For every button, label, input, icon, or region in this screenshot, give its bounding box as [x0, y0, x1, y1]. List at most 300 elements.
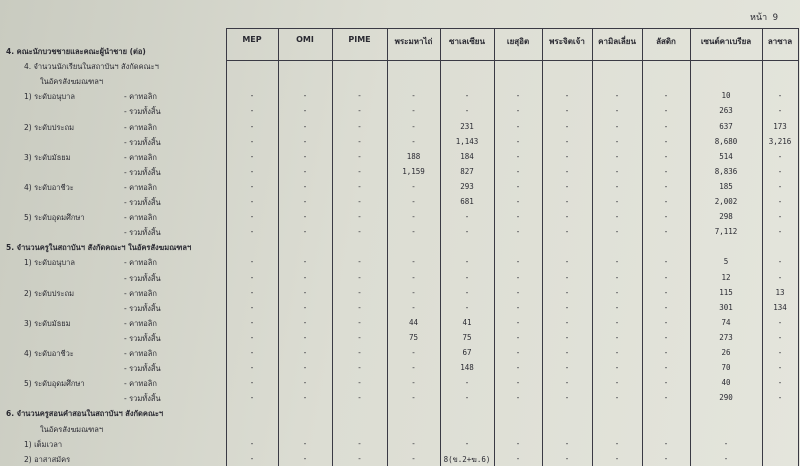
table-cell: - — [663, 273, 669, 282]
table-cell: - — [302, 454, 308, 463]
table-cell: - — [411, 303, 416, 312]
table-row — [0, 74, 800, 88]
table-row — [0, 316, 800, 330]
table-cell: - — [464, 212, 470, 221]
table-cell: - — [663, 227, 669, 236]
row-label: 1) ระดับอนุบาล — [24, 92, 75, 101]
table-cell: - — [777, 318, 783, 327]
table-cell: 44 — [408, 318, 419, 327]
table-cell: 293 — [460, 182, 474, 191]
table-cell: - — [515, 303, 521, 312]
table-cell: - — [357, 303, 362, 312]
table-cell: 290 — [719, 393, 733, 402]
table-cell: - — [777, 227, 783, 236]
table-cell: - — [777, 182, 783, 191]
row-sublabel: - รวมทั้งสิ้น — [124, 364, 161, 373]
table-cell: - — [249, 378, 255, 387]
row-label: 5. จำนวนครูในสถาบันฯ สังกัดคณะฯ ในอัครสังฆมณฑลฯ — [6, 243, 192, 252]
table-cell: - — [302, 273, 308, 282]
table-row — [0, 331, 800, 345]
table-cell: - — [411, 91, 416, 100]
column-header: เซนต์คาเบรียล — [700, 37, 752, 46]
table-cell: - — [302, 363, 308, 372]
column-header: พระมหาไถ่ — [394, 37, 433, 46]
table-cell: 41 — [462, 318, 472, 327]
table-cell: - — [564, 182, 570, 191]
table-cell: - — [464, 273, 470, 282]
table-row — [0, 180, 800, 194]
table-cell: 298 — [719, 212, 733, 221]
table-cell: - — [614, 212, 620, 221]
table-cell: - — [515, 257, 521, 266]
table-cell: - — [515, 137, 521, 146]
table-cell: - — [564, 227, 570, 236]
table-cell: - — [614, 152, 620, 161]
table-cell: 8,680 — [714, 137, 738, 146]
table-cell: 10 — [721, 91, 731, 100]
column-header: พระจิตเจ้า — [549, 37, 585, 46]
table-cell: - — [515, 91, 521, 100]
row-sublabel: - คาทอลิก — [124, 183, 157, 192]
table-cell: - — [302, 167, 308, 176]
table-cell: - — [564, 212, 570, 221]
table-cell: - — [249, 122, 255, 131]
table-cell: - — [302, 378, 308, 387]
table-cell: 7,112 — [714, 227, 738, 236]
row-sublabel: - รวมทั้งสิ้น — [124, 228, 161, 237]
table-cell: - — [464, 288, 470, 297]
row-label: ในอัครสังฆมณฑลฯ — [40, 77, 104, 86]
table-cell: - — [411, 439, 416, 448]
table-cell: - — [564, 303, 570, 312]
table-cell: - — [302, 333, 308, 342]
table-cell: 115 — [719, 288, 733, 297]
table-cell: - — [663, 363, 669, 372]
table-cell: 26 — [721, 348, 731, 357]
table-cell: - — [777, 197, 783, 206]
table-cell: - — [777, 393, 783, 402]
table-cell: - — [777, 212, 783, 221]
table-cell: - — [464, 257, 470, 266]
table-cell: - — [515, 378, 521, 387]
table-cell: - — [663, 439, 669, 448]
table-cell: - — [357, 91, 362, 100]
table-cell: - — [614, 197, 620, 206]
table-cell: - — [411, 212, 416, 221]
table-cell: - — [357, 137, 362, 146]
table-row — [0, 286, 800, 300]
row-label: 5) ระดับอุดมศึกษา — [24, 213, 85, 222]
row-label: ในอัครสังฆมณฑลฯ — [40, 425, 104, 434]
table-row — [0, 44, 800, 58]
table-cell: - — [249, 303, 255, 312]
table-cell: - — [411, 348, 416, 357]
table-cell: - — [663, 106, 669, 115]
table-cell: 3,216 — [768, 137, 792, 146]
table-cell: 301 — [719, 303, 733, 312]
table-row — [0, 301, 800, 315]
table-cell: - — [411, 378, 416, 387]
row-label: 2) ระดับประถม — [24, 289, 75, 298]
table-cell: - — [564, 378, 570, 387]
table-cell: - — [357, 273, 362, 282]
table-cell: 231 — [460, 122, 474, 131]
table-cell: 40 — [721, 378, 731, 387]
table-cell: - — [564, 122, 570, 131]
table-cell: - — [564, 152, 570, 161]
table-cell: - — [564, 106, 570, 115]
table-cell: - — [663, 303, 669, 312]
row-label: 6. จำนวนครูสอนคำสอนในสถาบันฯ สังกัดคณะฯ — [6, 409, 164, 418]
table-cell: - — [777, 378, 783, 387]
row-sublabel: - รวมทั้งสิ้น — [124, 304, 161, 313]
table-cell: - — [777, 167, 783, 176]
table-cell: 134 — [773, 303, 787, 312]
table-cell: - — [249, 106, 255, 115]
table-cell: - — [663, 288, 669, 297]
table-cell: 13 — [775, 288, 785, 297]
table-cell: - — [564, 393, 570, 402]
row-sublabel: - คาทอลิก — [124, 153, 157, 162]
table-row — [0, 361, 800, 375]
table-cell: - — [663, 167, 669, 176]
table-row — [0, 346, 800, 360]
table-cell: - — [515, 197, 521, 206]
table-cell: - — [614, 91, 620, 100]
table-cell: 1,159 — [402, 167, 425, 176]
table-cell: 8,836 — [714, 167, 738, 176]
table-cell: - — [411, 393, 416, 402]
table-cell: - — [723, 454, 729, 463]
row-sublabel: - คาทอลิก — [124, 319, 157, 328]
table-cell: - — [564, 137, 570, 146]
row-label: 5) ระดับอุดมศึกษา — [24, 379, 85, 388]
table-cell: 188 — [406, 152, 421, 161]
table-cell: - — [357, 333, 362, 342]
row-label: 4. คณะนักบวชชายและคณะผู้นำชาย (ต่อ) — [6, 47, 146, 56]
table-row — [0, 89, 800, 103]
row-sublabel: - คาทอลิก — [124, 123, 157, 132]
table-cell: - — [249, 454, 255, 463]
table-cell: - — [614, 257, 620, 266]
table-cell: - — [515, 318, 521, 327]
column-header: OMI — [296, 35, 314, 44]
table-cell: - — [302, 439, 308, 448]
table-cell: - — [614, 273, 620, 282]
table-cell: - — [249, 91, 255, 100]
table-cell: - — [777, 333, 783, 342]
table-cell: - — [357, 167, 362, 176]
table-cell: - — [663, 393, 669, 402]
table-cell: - — [464, 303, 470, 312]
page-number: หน้า 9 — [750, 13, 778, 23]
table-cell: - — [564, 454, 570, 463]
table-cell: - — [564, 257, 570, 266]
table-cell: - — [614, 106, 620, 115]
row-sublabel: - รวมทั้งสิ้น — [124, 198, 161, 207]
table-row — [0, 225, 800, 239]
table-cell: - — [357, 348, 362, 357]
table-cell: - — [564, 167, 570, 176]
table-cell: - — [302, 122, 308, 131]
table-cell: - — [302, 257, 308, 266]
row-label: 4. จำนวนนักเรียนในสถาบันฯ สังกัดคณะฯ — [24, 62, 159, 71]
table-cell: - — [614, 227, 620, 236]
table-cell: - — [614, 318, 620, 327]
table-cell: 67 — [462, 348, 472, 357]
table-cell: - — [614, 363, 620, 372]
table-cell: 514 — [719, 152, 733, 161]
table-cell: - — [302, 318, 308, 327]
row-label: 3) ระดับมัธยม — [24, 153, 71, 162]
table-row — [0, 391, 800, 405]
table-cell: - — [357, 454, 362, 463]
table-cell: - — [411, 137, 416, 146]
table-cell: - — [357, 393, 362, 402]
table-cell: 75 — [462, 333, 472, 342]
table-cell: - — [663, 348, 669, 357]
table-cell: - — [249, 273, 255, 282]
table-cell: - — [411, 227, 416, 236]
table-cell: - — [663, 152, 669, 161]
table-cell: - — [777, 91, 783, 100]
table-cell: - — [663, 454, 669, 463]
row-rule — [226, 28, 798, 29]
table-cell: - — [663, 91, 669, 100]
table-cell: - — [302, 152, 308, 161]
table-cell: - — [411, 288, 416, 297]
table-cell: - — [564, 288, 570, 297]
table-cell: 184 — [460, 152, 474, 161]
table-cell: - — [723, 439, 729, 448]
table-cell: - — [357, 227, 362, 236]
table-cell: - — [515, 288, 521, 297]
table-row — [0, 437, 800, 451]
table-cell: - — [663, 122, 669, 131]
table-cell: - — [614, 303, 620, 312]
row-label: 3) ระดับมัธยม — [24, 319, 71, 328]
table-cell: - — [663, 318, 669, 327]
column-header: ซาเลเซียน — [449, 37, 485, 46]
row-sublabel: - รวมทั้งสิ้น — [124, 334, 161, 343]
table-cell: - — [357, 363, 362, 372]
column-header: คามิลเลี่ยน — [598, 37, 636, 46]
table-cell: - — [357, 122, 362, 131]
table-cell: - — [614, 439, 620, 448]
table-cell: - — [357, 212, 362, 221]
row-label: 2) อาสาสมัคร — [24, 455, 71, 464]
table-cell: - — [357, 106, 362, 115]
table-cell: - — [614, 288, 620, 297]
table-cell: - — [663, 197, 669, 206]
table-cell: - — [357, 318, 362, 327]
table-cell: - — [302, 137, 308, 146]
table-cell: - — [614, 122, 620, 131]
table-cell: - — [302, 212, 308, 221]
column-header: ลาซาล — [767, 37, 793, 46]
row-label: 4) ระดับอาชีวะ — [24, 349, 74, 358]
table-cell: - — [614, 333, 620, 342]
table-cell: - — [302, 393, 308, 402]
table-row — [0, 135, 800, 149]
table-cell: - — [777, 106, 783, 115]
table-cell: - — [515, 227, 521, 236]
table-row — [0, 376, 800, 390]
table-row — [0, 271, 800, 285]
row-sublabel: - คาทอลิก — [124, 379, 157, 388]
row-sublabel: - คาทอลิก — [124, 92, 157, 101]
table-cell: - — [515, 212, 521, 221]
table-cell: 173 — [773, 122, 787, 131]
table-cell: - — [249, 212, 255, 221]
table-cell: - — [249, 333, 255, 342]
table-row — [0, 150, 800, 164]
table-cell: - — [357, 378, 362, 387]
column-header: เยสุอิต — [506, 37, 530, 46]
table-cell: - — [515, 152, 521, 161]
table-row — [0, 195, 800, 209]
table-cell: - — [357, 257, 362, 266]
row-sublabel: - คาทอลิก — [124, 213, 157, 222]
table-cell: - — [515, 122, 521, 131]
row-sublabel: - รวมทั้งสิ้น — [124, 107, 161, 116]
table-cell: 74 — [721, 318, 731, 327]
table-cell: - — [411, 363, 416, 372]
table-cell: - — [411, 273, 416, 282]
table-cell: - — [249, 363, 255, 372]
table-cell: - — [302, 106, 308, 115]
table-cell: - — [464, 91, 470, 100]
table-cell: - — [302, 182, 308, 191]
table-cell: - — [515, 273, 521, 282]
table-cell: - — [464, 106, 470, 115]
row-sublabel: - คาทอลิก — [124, 289, 157, 298]
table-cell: - — [777, 273, 783, 282]
table-row — [0, 422, 800, 436]
table-cell: - — [663, 212, 669, 221]
table-cell: - — [515, 167, 521, 176]
table-cell: - — [302, 197, 308, 206]
table-cell: - — [564, 91, 570, 100]
row-sublabel: - คาทอลิก — [124, 258, 157, 267]
table-cell: - — [564, 273, 570, 282]
row-label: 1) ระดับอนุบาล — [24, 258, 75, 267]
table-row — [0, 59, 800, 73]
row-label: 2) ระดับประถม — [24, 123, 75, 132]
table-cell: - — [357, 288, 362, 297]
table-cell: 70 — [721, 363, 731, 372]
table-row — [0, 210, 800, 224]
table-cell: - — [564, 333, 570, 342]
table-cell: - — [564, 348, 570, 357]
table-cell: - — [515, 363, 521, 372]
table-cell: 75 — [408, 333, 419, 342]
table-cell: - — [411, 182, 416, 191]
row-label: 4) ระดับอาชีวะ — [24, 183, 74, 192]
table-cell: 2,002 — [714, 197, 738, 206]
table-cell: - — [302, 91, 308, 100]
row-sublabel: - รวมทั้งสิ้น — [124, 168, 161, 177]
table-cell: - — [564, 439, 570, 448]
table-row — [0, 406, 800, 420]
table-cell: - — [249, 318, 255, 327]
table-cell: - — [663, 137, 669, 146]
table-cell: - — [777, 257, 783, 266]
row-sublabel: - คาทอลิก — [124, 349, 157, 358]
table-cell: 1,143 — [455, 137, 479, 146]
table-cell: - — [357, 152, 362, 161]
table-cell: - — [249, 439, 255, 448]
table-cell: - — [515, 393, 521, 402]
table-cell: - — [614, 167, 620, 176]
table-cell: - — [663, 257, 669, 266]
table-cell: - — [663, 333, 669, 342]
table-row — [0, 120, 800, 134]
table-cell: - — [515, 454, 521, 463]
table-cell: - — [464, 439, 470, 448]
table-cell: 637 — [719, 122, 733, 131]
table-cell: - — [663, 378, 669, 387]
table-cell: 5 — [723, 257, 729, 266]
table-cell: - — [302, 288, 308, 297]
table-cell: - — [464, 227, 470, 236]
table-cell: 273 — [719, 333, 733, 342]
table-cell: 681 — [460, 197, 474, 206]
table-cell: - — [614, 182, 620, 191]
table-cell: - — [515, 182, 521, 191]
table-cell: - — [515, 348, 521, 357]
table-cell: - — [249, 288, 255, 297]
table-cell: - — [614, 348, 620, 357]
table-cell: - — [249, 348, 255, 357]
table-cell: - — [357, 439, 362, 448]
table-cell: - — [614, 454, 620, 463]
table-row — [0, 104, 800, 118]
table-cell: - — [249, 393, 255, 402]
table-cell: - — [249, 197, 255, 206]
table-cell: - — [777, 348, 783, 357]
table-cell: - — [357, 182, 362, 191]
row-sublabel: - รวมทั้งสิ้น — [124, 138, 161, 147]
table-cell: - — [249, 137, 255, 146]
table-cell: - — [249, 227, 255, 236]
column-header: MEP — [242, 35, 262, 44]
table-cell: - — [249, 152, 255, 161]
table-cell: - — [411, 454, 416, 463]
row-sublabel: - รวมทั้งสิ้น — [124, 394, 161, 403]
table-cell: - — [249, 167, 255, 176]
table-cell: - — [564, 363, 570, 372]
table-cell: - — [663, 182, 669, 191]
row-label: 1) เต็มเวลา — [24, 440, 63, 449]
table-cell: - — [411, 257, 416, 266]
table-cell: - — [249, 257, 255, 266]
table-cell: - — [411, 197, 416, 206]
table-cell: - — [249, 182, 255, 191]
table-cell: 185 — [719, 182, 733, 191]
table-cell: 8(ข.2+ฆ.6) — [443, 455, 491, 464]
row-sublabel: - รวมทั้งสิ้น — [124, 274, 161, 283]
table-cell: - — [564, 318, 570, 327]
column-header: PIME — [348, 35, 371, 44]
table-cell: - — [777, 363, 783, 372]
table-cell: 12 — [721, 273, 731, 282]
table-cell: - — [614, 378, 620, 387]
table-cell: - — [515, 439, 521, 448]
table-cell: 827 — [460, 167, 474, 176]
table-cell: - — [614, 137, 620, 146]
table-row — [0, 240, 800, 254]
